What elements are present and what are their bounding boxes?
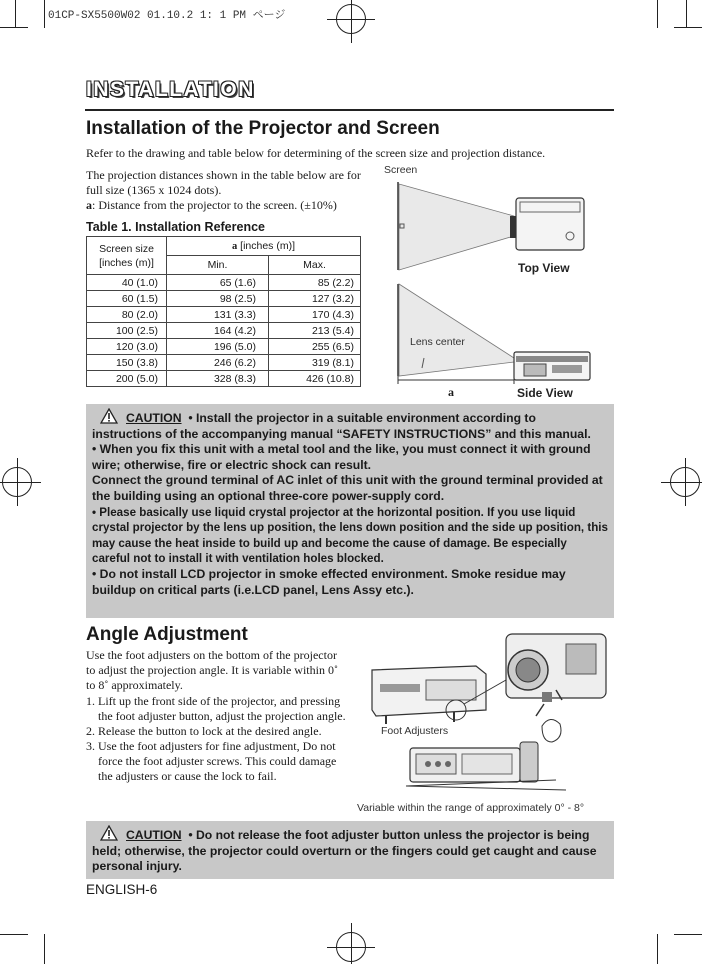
foot-adjusters-label: Foot Adjusters — [381, 725, 449, 737]
col-header-a-bold: a — [231, 241, 238, 252]
warning-icon — [100, 825, 118, 841]
cell-size: 60 (1.5) — [87, 291, 167, 307]
caution-text-5: • Do not install LCD projector in smoke effected environment. Smoke residue may buildup on critical parts (i.e.LCD panel, Lens Assy etc.). — [92, 566, 566, 597]
crop-mark — [15, 0, 16, 28]
crop-mark — [44, 934, 45, 964]
crop-mark — [0, 934, 28, 935]
projection-diagram — [380, 176, 606, 396]
registration-mark — [2, 467, 32, 497]
cell-size: 200 (5.0) — [87, 371, 167, 387]
cell-max: 127 (3.2) — [269, 291, 361, 307]
subsection-title: Installation of the Projector and Screen — [86, 118, 440, 139]
col-header-a — [167, 237, 361, 256]
cell-min: 98 (2.5) — [167, 291, 269, 307]
crop-mark — [674, 27, 702, 28]
crop-mark — [44, 0, 45, 28]
col-header-max: Max. — [269, 256, 361, 275]
distance-a-label: a — [86, 198, 92, 212]
caution-label: CAUTION — [126, 411, 182, 425]
cell-min: 328 (8.3) — [167, 371, 269, 387]
table-row — [87, 371, 361, 387]
cell-max: 170 (4.3) — [269, 307, 361, 323]
cell-min: 131 (3.3) — [167, 307, 269, 323]
caution-box-install — [86, 404, 614, 618]
caution-text-3: Connect the ground terminal of AC inlet of this unit with the ground terminal provided at the building using an optional three-core power-supply cord. — [92, 473, 603, 503]
caution-text: • Do not release the foot adjuster button unless the projector is being held; otherwise, the projector could overturn or the fingers could get caught and cause personal injury. — [92, 828, 597, 874]
lens-center-label: Lens center — [410, 336, 465, 348]
crop-mark — [686, 0, 687, 28]
col-header-a-rest: [inches (m)] — [237, 240, 295, 252]
warning-icon — [100, 408, 118, 424]
col-header-screen-size: Screen size [inches (m)] — [87, 237, 167, 275]
registration-mark — [336, 932, 366, 962]
a-dimension-label: a — [448, 385, 454, 399]
cell-size: 150 (3.8) — [87, 355, 167, 371]
table-row — [87, 355, 361, 371]
caution-text-4: • Please basically use liquid crystal projector at the horizontal position. If you use liquid crystal projector by the lens up position, the lens down position and the side up position, this may cause the heat inside to build up and become the cause of damage. Be especially careful not to install it with ventilation holes blocked. — [92, 505, 608, 566]
crop-mark — [657, 934, 658, 964]
cell-max: 426 (10.8) — [269, 371, 361, 387]
side-view-label: Side View — [517, 386, 573, 400]
registration-mark — [670, 467, 700, 497]
table-row — [87, 307, 361, 323]
list-item: 2. Release the button to lock at the desired angle. — [86, 724, 322, 738]
caution-text-1: • Install the projector in a suitable environment according to instructions of the accompanying manual “SAFETY INSTRUCTIONS” and this manual. — [92, 411, 591, 441]
table-row — [87, 339, 361, 355]
list-item: 3. Use the foot adjusters for fine adjustment, Do not force the foot adjuster screws. This could damage the adjusters or cause the lock to fail. — [86, 739, 337, 783]
installation-reference-table — [86, 236, 361, 387]
screen-label: Screen — [384, 164, 418, 176]
table-title: Table 1. Installation Reference — [86, 220, 265, 234]
caution-box-foot — [86, 821, 614, 879]
top-view-label: Top View — [518, 261, 570, 275]
distance-note — [86, 168, 366, 213]
angle-range-caption: Variable within the range of approximately 0° - 8° — [357, 802, 585, 814]
crop-mark — [674, 934, 702, 935]
col-header-min: Min. — [167, 256, 269, 275]
cell-size: 80 (2.0) — [87, 307, 167, 323]
table-row — [87, 323, 361, 339]
cell-max: 213 (5.4) — [269, 323, 361, 339]
distance-note-line2: : Distance from the projector to the screen. (±10%) — [92, 198, 337, 212]
crop-mark — [657, 0, 658, 28]
cell-min: 65 (1.6) — [167, 275, 269, 291]
distance-note-line1: The projection distances shown in the table below are for full size (1365 x 1024 dots). — [86, 168, 361, 197]
angle-intro: Use the foot adjusters on the bottom of the projector to adjust the projection angle. It is variable within 0˚ to 8˚ approximately. — [86, 648, 338, 692]
caution-label: CAUTION — [126, 828, 182, 842]
title-rule — [85, 109, 614, 111]
page-footer: ENGLISH-6 — [86, 882, 158, 897]
cell-max: 85 (2.2) — [269, 275, 361, 291]
angle-steps — [86, 694, 348, 784]
caution-text-2: • When you fix this unit with a metal tool and the like, you must connect it with ground wire; otherwise, fire or electric shock can result. — [92, 442, 591, 472]
table-row — [87, 275, 361, 291]
intro-text: Refer to the drawing and table below for determining of the screen size and projection distance. — [86, 146, 546, 160]
crop-mark — [0, 27, 28, 28]
cell-max: 255 (6.5) — [269, 339, 361, 355]
print-header: 01CP-SX5500W02 01.10.2 1: 1 PM ページ — [48, 10, 286, 22]
list-item: 1. Lift up the front side of the projector, and pressing the foot adjuster button, adjust the projection angle. — [86, 694, 346, 723]
cell-min: 164 (4.2) — [167, 323, 269, 339]
cell-size: 100 (2.5) — [87, 323, 167, 339]
cell-size: 40 (1.0) — [87, 275, 167, 291]
foot-adjuster-illustration — [366, 630, 616, 802]
cell-size: 120 (3.0) — [87, 339, 167, 355]
table-row — [87, 291, 361, 307]
section-title: INSTALLATION — [86, 78, 255, 101]
angle-section-title: Angle Adjustment — [86, 624, 248, 645]
registration-mark — [336, 4, 366, 34]
cell-min: 246 (6.2) — [167, 355, 269, 371]
cell-min: 196 (5.0) — [167, 339, 269, 355]
cell-max: 319 (8.1) — [269, 355, 361, 371]
